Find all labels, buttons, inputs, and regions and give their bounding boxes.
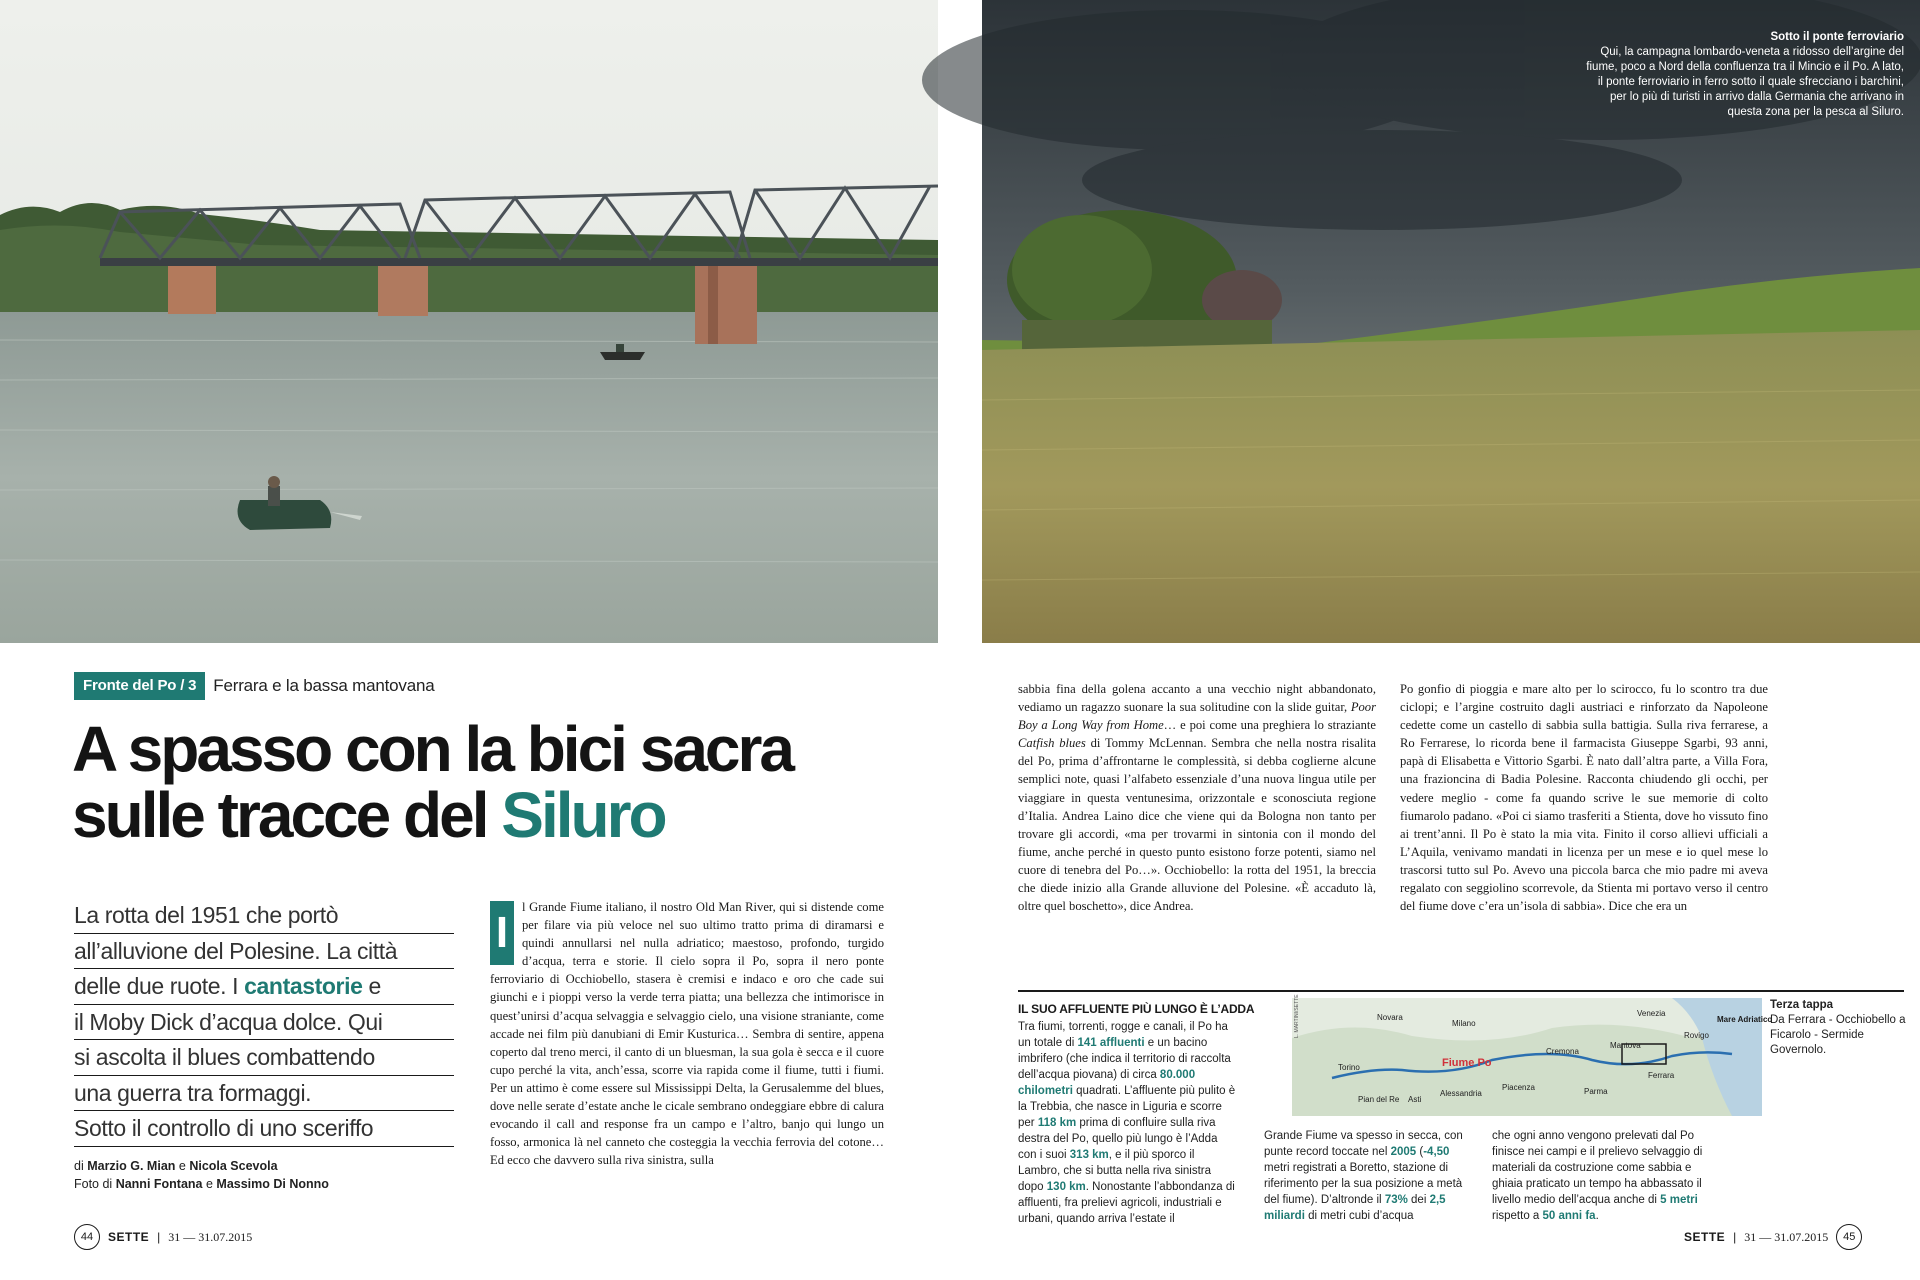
article-body-column-3: Po gonfio di pioggia e mare alto per lo scirocco, fu lo scontro tra due ciclopi; e l’argine costruito dagli austriaci e rinforzato da Napoleone cedette come un castello di sabbia sulla battigia. Sulla riva ferrarese, a Ro Ferrarese, lo ricorda bene il farmacista Giuseppe Sgarbi, 93 anni, papà di Elisabetta e Vittorio Sgarbi. È nato dall’altra parte, a Villa Fora, una frazioncina di Badia Polesine. Racconta chiudendo gli occhi, per vedere meglio - come fa quando scrive le sue memorie di colto fiumarolo padano. «Poi ci siamo trasferiti a Stienta, dove ho vissuto fino ai trent’anni. Il Po è stato la mia vita. Finito il corso allievi ufficiali a L’Aquila, venivamo mandati in licenza per un mese e io quel mese lo trascorsi tutto sul Po. Avevo una piccola barca che mio padre mi aveva regalato con seggiolino scorrevole, da Stienta mi portavo verso il centro del fiume dove c’era un’isola di sabbia». Dice che era un bbox=[1400, 682, 1768, 914]
issue-date: 31 — 31.07.2015 bbox=[168, 1229, 253, 1244]
deck-line: delle due ruote. I cantastorie e bbox=[74, 969, 454, 1005]
magazine-brand: SETTE bbox=[1684, 1230, 1726, 1244]
deck-line: una guerra tra formaggi. bbox=[74, 1076, 454, 1112]
article-headline bbox=[72, 713, 932, 851]
page-number: 44 bbox=[74, 1224, 100, 1250]
itinerary-text: Da Ferrara - Occhiobello a Ficarolo - Sermide Governolo. bbox=[1770, 1014, 1906, 1056]
deck-highlight: cantastorie bbox=[244, 973, 363, 999]
infobox-title: IL SUO AFFLUENTE PIÙ LUNGO È L’ADDA bbox=[1018, 1002, 1255, 1016]
infobox-itinerary bbox=[1770, 998, 1910, 1058]
map-city-label: Milano bbox=[1452, 1019, 1476, 1028]
body-text: l Grande Fiume italiano, il nostro Old Man River, qui si distende come per filare via più veloce nel suo ultimo tratto prima di diramarsi e quindi annullarsi nel nulla adriatico; maestoso, profondo, turgido d’acqua, terra e storie. Il cielo sopra il Po, sopra il nero ponte ferroviario di Occhiobello, stasera è cremisi e indaco e oro che cade sui giunchi e i pioppi verso la verde terra piatta; una bellezza che intimorisce in quest’unirsi d’acqua selvaggia e selvaggio cielo, una visione straniante, come accade nei film più danubiani di Emir Kusturica… Sembra di sentire, appena coperto dal treno merci, il canto di un bluesman, la sua gola è secca e il cuore cupo perché la vita, anch’essa, scorre via rapida come il fiume, tutti i fiumi. Per un attimo è come essere sul Mississippi Delta, la Gerusalemme del blues, dove nelle serate d’estate anche le cicale sembrano ondeggiare ebbre di calura evocando il call and response fra un campo e l’altro, banjo qui lungo un fosso, armonica là nel canneto che costeggia la vecchia ferrovia del cotone… Ed ecco che davvero sulla riva sinistra, sulla bbox=[490, 900, 884, 1168]
section-label: Fronte del Po bbox=[83, 677, 177, 694]
section-number: / 3 bbox=[180, 677, 197, 694]
map-river-label: Fiume Po bbox=[1442, 1057, 1492, 1069]
footer-separator: | bbox=[1733, 1230, 1737, 1244]
river-bridge-illustration bbox=[0, 0, 938, 643]
photographer-name: Massimo Di Nonno bbox=[216, 1177, 329, 1191]
infobox-text-1: Tra fiumi, torrenti, rogge e canali, il Po ha un totale di 141 affluenti e un bacino imbrifero (che indica il territorio di raccolta dell’acqua piovana) di circa 80.000 chilometri quadrati. L’affluente più pulito è la Trebbia, che nasce in Liguria e scorre per 118 km prima di confluire sulla riva destra del Po, quello più lungo è l’Adda con i suoi 313 km, e il più sporco il Lambro, che si butta nella riva sinistra dopo 130 km. Nonostante l’abbondanza di affluenti, fra prelievi agricoli, industriali e urbani, quando arriva l’estate il bbox=[1018, 1021, 1236, 1225]
page-footer-left bbox=[74, 1226, 252, 1248]
map-city-label: Alessandria bbox=[1440, 1089, 1482, 1098]
wheat-field-photo bbox=[982, 0, 1920, 643]
deck-line: all’alluvione del Polesine. La città bbox=[74, 934, 454, 970]
byline bbox=[74, 1157, 454, 1193]
map-illustration bbox=[1292, 994, 1773, 1116]
left-page bbox=[0, 0, 938, 1280]
map-city-label: Mantova bbox=[1610, 1041, 1641, 1050]
byline-authors: di Marzio G. Mian e Nicola Scevola bbox=[74, 1159, 278, 1173]
map-city-label: Venezia bbox=[1637, 1009, 1666, 1018]
map-sea-label: Mare Adriatico bbox=[1717, 1015, 1773, 1024]
map-city-label: Cremona bbox=[1546, 1047, 1579, 1056]
infobox-text-2: Grande Fiume va spesso in secca, con punte record toccate nel 2005 (-4,50 metri registrati a Boretto, stazione di riferimento per la sua posizione a metà del fiume). D’altronde il 73% dei 2,5 miliardi di metri cubi d’acqua bbox=[1264, 1130, 1463, 1222]
byline-photographers: Foto di Nanni Fontana e Massimo Di Nonno bbox=[74, 1177, 329, 1191]
photographer-name: Nanni Fontana bbox=[115, 1177, 203, 1191]
author-name: Nicola Scevola bbox=[189, 1159, 278, 1173]
map-city-label: Pian del Re bbox=[1358, 1095, 1400, 1104]
page-gutter bbox=[938, 0, 982, 1280]
headline-accent: Siluro bbox=[501, 779, 665, 851]
headline-line2-prefix: sulle tracce del bbox=[72, 779, 502, 851]
river-bridge-photo bbox=[0, 0, 938, 643]
article-deck bbox=[74, 898, 454, 1147]
song-title: Poor Boy a Long Way from Home bbox=[1018, 700, 1376, 733]
photo-caption bbox=[1584, 30, 1904, 120]
infobox-text-3: che ogni anno vengono prelevati dal Po finisce nei campi e il prelievo selvaggio di materiali da costruzione come sabbia e ghiaia praticato un tempo ha abbassato il livello medio dell’acqua anche di 5 metri rispetto a 50 anni fa. bbox=[1492, 1130, 1703, 1222]
author-name: Marzio G. Mian bbox=[87, 1159, 176, 1173]
article-body-column-1 bbox=[490, 898, 884, 1169]
deck-line: il Moby Dick d’acqua dolce. Qui bbox=[74, 1005, 454, 1041]
section-subtitle: Ferrara e la bassa mantovana bbox=[213, 676, 435, 695]
deck-line: La rotta del 1951 che portò bbox=[74, 898, 454, 934]
deck-line: Sotto il controllo di uno sceriffo bbox=[74, 1111, 454, 1147]
map-city-label: Torino bbox=[1338, 1063, 1360, 1072]
itinerary-title: Terza tappa bbox=[1770, 999, 1834, 1011]
page-number: 45 bbox=[1836, 1224, 1862, 1250]
footer-separator: | bbox=[157, 1230, 161, 1244]
section-badge bbox=[74, 672, 205, 700]
issue-date: 31 — 31.07.2015 bbox=[1744, 1229, 1829, 1244]
map-city-label: Piacenza bbox=[1502, 1083, 1535, 1092]
deck-line: si ascolta il blues combattendo bbox=[74, 1040, 454, 1076]
map-city-label: Novara bbox=[1377, 1013, 1403, 1022]
page-footer-right bbox=[1684, 1226, 1862, 1248]
map-city-label: Parma bbox=[1584, 1087, 1608, 1096]
section-tag bbox=[74, 671, 434, 701]
map-city-label: Rovigo bbox=[1684, 1031, 1709, 1040]
right-page bbox=[982, 0, 1920, 1280]
map-city-label: Asti bbox=[1408, 1095, 1422, 1104]
caption-title: Sotto il ponte ferroviario bbox=[1770, 31, 1904, 43]
magazine-brand: SETTE bbox=[108, 1230, 150, 1244]
headline-line1: A spasso con la bici sacra bbox=[72, 713, 792, 785]
caption-text: Qui, la campagna lombardo-veneta a ridosso dell’argine del fiume, poco a Nord della confluenza tra il Mincio e il Po. A lato, il ponte ferroviario in ferro sotto il quale sfrecciano i barchini, per lo più di turisti in arrivo dalla Germania che arrivano in questa zona per la pesca al Siluro. bbox=[1586, 46, 1904, 118]
map-city-label: Ferrara bbox=[1648, 1071, 1675, 1080]
po-river-map bbox=[1292, 994, 1773, 1116]
article-body-column-2: sabbia fina della golena accanto a una vecchio night abbandonato, vediamo un ragazzo suonare la sua solitudine con la slide guitar, Poor Boy a Long Way from Home… e poi come una preghiera lo straziante Catfish blues di Tommy McLennan. Sembra che nella nostra risalita del Po, prima d’affrontarne le complessità, si debba coglierne alcune semplici note, quasi l’alfabeto essenziale d’una nuova lingua utile per viaggiare in questa ventunesima, orizzontale e sconosciuta regione d’Italia. Andrea Laino dice che viene qui da Bologna non tanto per trovare gli accordi, «ma per trovarmi in sintonia con il mondo del fiume, anche perché in questo punto esistono forze potenti, siamo nel cuore di tenebra del Po…». Occhiobello: la rotta del 1951, la breccia che diede inizio alla Grande alluvione del Polesine. «È accaduto là, oltre quel boschetto», dice Andrea. bbox=[1018, 682, 1377, 914]
dropcap: I bbox=[490, 901, 514, 965]
infobox bbox=[1018, 990, 1906, 1225]
map-credit: L. MARTINI/SETTE bbox=[1294, 994, 1300, 1038]
song-title: Catfish blues bbox=[1018, 736, 1086, 751]
